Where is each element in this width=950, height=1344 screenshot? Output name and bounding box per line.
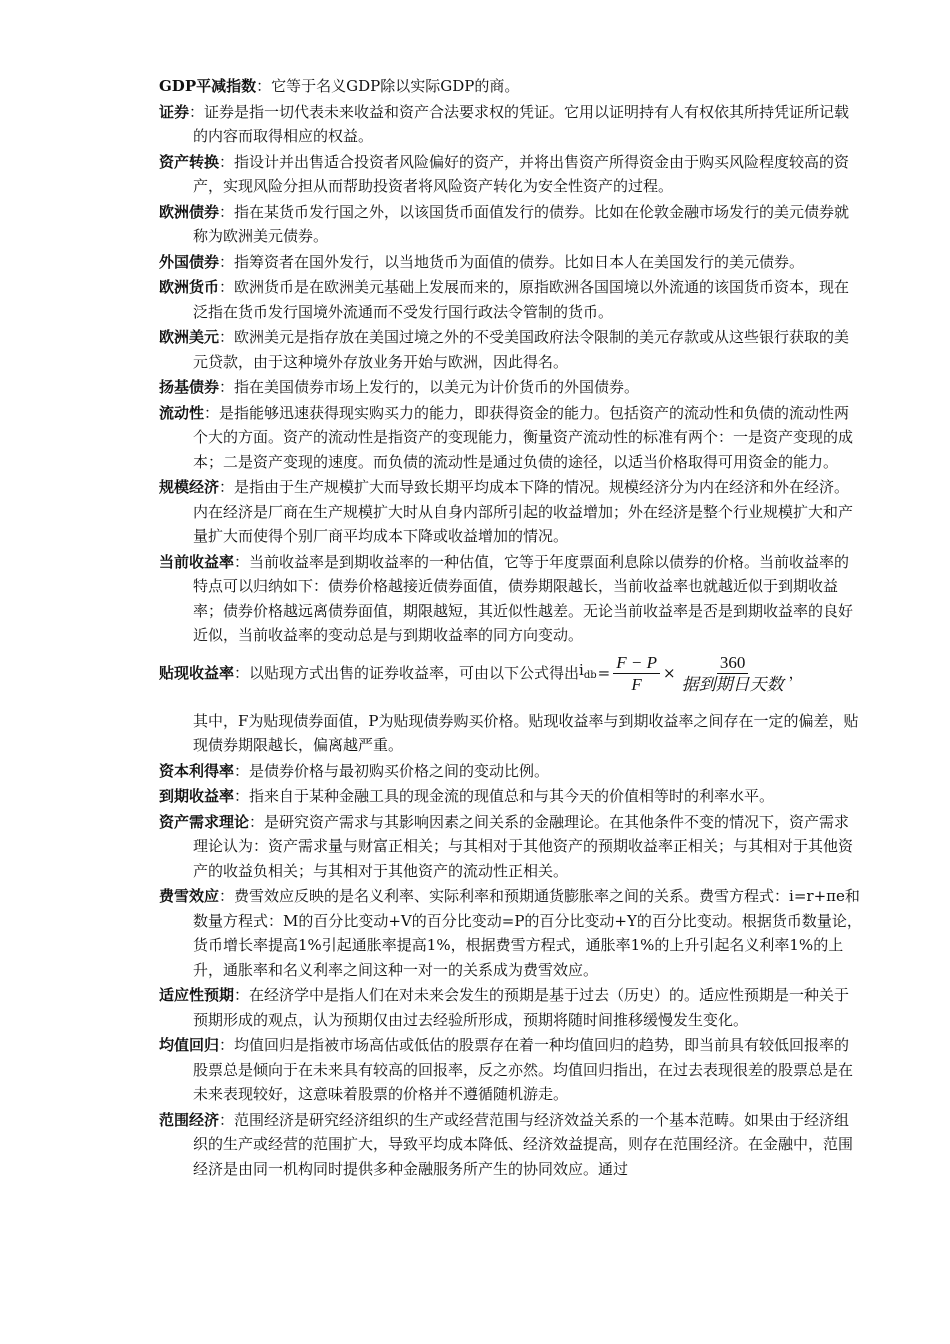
formula-tail: ， xyxy=(788,664,804,683)
entry-term: 资本利得率 xyxy=(159,761,235,780)
glossary-entry xyxy=(159,250,864,275)
entry-definition: 指筹资者在国外发行，以当地货币为面值的债券。比如日本人在美国发行的美元债券。 xyxy=(234,252,805,271)
glossary-entry xyxy=(159,550,864,648)
fraction-denominator: 据到期日天数 xyxy=(681,675,784,694)
entry-definition: 指在美国债券市场上发行的，以美元为计价货币的外国债券。 xyxy=(234,378,640,396)
glossary-entry xyxy=(159,810,864,884)
glossary-entry xyxy=(159,325,864,374)
fraction-numerator: F − P xyxy=(613,652,660,674)
entry-definition: 欧洲货币是在欧洲美元基础上发展而来的，原指欧洲各国国境以外流通的该国货币资本，现在泛指在货币发行国境外流通而不受发行国行政法令管制的货币。 xyxy=(193,278,850,321)
glossary-entry xyxy=(159,784,864,809)
glossary-entry xyxy=(159,150,864,199)
entry-separator: ： xyxy=(234,787,250,805)
entry-separator: ： xyxy=(256,77,272,95)
glossary-entry-discount-yield xyxy=(159,649,864,699)
entry-definition: 当前收益率是到期收益率的一种估值，它等于年度票面利息除以债券的价格。当前收益率的特点可以归纳如下：债券价格越接近债券面值，债券期限越长，当前收益率也就越近似于到期收益率；债券价格越远离债券面值，期限越短，其近似性越差。无论当前收益率是否是到期收益率的良好近似，当前收益率的变动总是与到期收益率的同方向变动。 xyxy=(193,552,854,644)
entry-definition: 在经济学中是指人们在对未来会发生的预期是基于过去（历史）的。适应性预期是一种关于预期形成的观点，认为预期仅由过去经验所形成，预期将随时间推移缓慢发生变化。 xyxy=(193,986,850,1029)
entry-term: 证券 xyxy=(159,102,190,121)
entry-term: 到期收益率 xyxy=(159,787,235,805)
formula-equals: = xyxy=(597,664,611,683)
entry-term: 外国债券 xyxy=(159,252,220,271)
glossary-entry xyxy=(159,884,864,982)
entry-definition: 证券是指一切代表未来收益和资产合法要求权的凭证。它用以证明持有人有权依其所持凭证所记载的内容而取得相应的权益。 xyxy=(193,102,850,145)
glossary-entry xyxy=(159,983,864,1032)
entry-separator: ： xyxy=(219,1036,235,1054)
formula-times: × xyxy=(663,664,676,683)
entry-separator: ： xyxy=(204,403,220,422)
glossary-body xyxy=(159,74,864,1182)
entry-separator: ： xyxy=(189,102,205,121)
entry-term: 欧洲债券 xyxy=(159,202,220,221)
glossary-entry xyxy=(159,275,864,324)
entry-term: 欧洲美元 xyxy=(159,328,220,346)
entry-term: 均值回归 xyxy=(159,1036,220,1054)
entry-term: GDP平减指数 xyxy=(159,77,257,95)
entry-separator: ： xyxy=(234,664,250,683)
entry-definition: 它等于名义GDP除以实际GDP的商。 xyxy=(271,77,520,95)
entry-definition: 均值回归是指被市场高估或低估的股票存在着一种均值回归的趋势，即当前具有较低回报率的股票总是倾向于在未来具有较高的回报率，反之亦然。均值回归指出，在过去表现很差的股票总是在未来表现较好，这意味着股票的价格并不遵循随机游走。 xyxy=(193,1036,854,1103)
entry-term: 适应性预期 xyxy=(159,986,235,1004)
entry-definition: 指在某货币发行国之外，以该国货币面值发行的债券。比如在伦敦金融市场发行的美元债券就称为欧洲美元债券。 xyxy=(193,202,850,245)
formula-subscript: db xyxy=(583,670,597,682)
entry-term: 当前收益率 xyxy=(159,552,235,571)
entry-term: 规模经济 xyxy=(159,478,220,496)
entry-term: 欧洲货币 xyxy=(159,278,220,296)
entry-definition: 以贴现方式出售的证券收益率，可由以下公式得出 xyxy=(249,664,580,683)
glossary-group-b xyxy=(159,759,864,1182)
glossary-entry xyxy=(159,74,864,99)
entry-separator: ： xyxy=(249,812,265,831)
glossary-entry xyxy=(159,200,864,249)
glossary-entry xyxy=(159,1108,864,1182)
glossary-entry xyxy=(159,1033,864,1107)
entry-separator: ： xyxy=(219,887,235,905)
entry-definition: 指设计并出售适合投资者风险偏好的资产，并将出售资产所得资金由于购买风险程度较高的资产，实现风险分担从而帮助投资者将风险资产转化为安全性资产的过程。 xyxy=(193,152,850,195)
formula-variable: $i_{db}$ xyxy=(579,661,597,682)
glossary-entry xyxy=(159,100,864,149)
entry-definition: 是研究资产需求与其影响因素之间关系的金融理论。在其他条件不变的情况下，资产需求理论认为：资产需求量与财富正相关；与其相对于其他资产的预期收益率正相关；与其相对于其他资产的收益负相关；与其相对于其他资产的流动性正相关。 xyxy=(193,812,854,880)
glossary-entry xyxy=(159,475,864,549)
fraction-numerator: 360 xyxy=(717,652,749,674)
entry-term: 范围经济 xyxy=(159,1110,220,1129)
entry-definition: 是指能够迅速获得现实购买力的能力，即获得资金的能力。包括资产的流动性和负债的流动性两个大的方面。资产的流动性是指资产的变现能力，衡量资产流动性的标准有两个：一是资产变现的成本；二是资产变现的速度。而负债的流动性是通过负债的途径，以适当价格取得可用资金的能力。 xyxy=(193,403,854,471)
entry-definition: 费雪效应反映的是名义利率、实际利率和预期通货膨胀率之间的关系。费雪方程式：i=r+πe和数量方程式：M的百分比变动+V的百分比变动=P的百分比变动+Y的百分比变动。根据货币数量论，货币增长率提高1%引起通胀率提高1%，根据费雪方程式，通胀率1%的上升引起名义利率1%的上升，通胀率和名义利率之间这种一对一的关系成为费雪效应。 xyxy=(193,887,862,979)
entry-definition: 是指由于生产规模扩大而导致长期平均成本下降的情况。规模经济分为内在经济和外在经济。内在经济是厂商在生产规模扩大时从自身内部所引起的收益增加；外在经济是整个行业规模扩大和产量扩大而使得个别厂商平均成本下降或收益增加的情况。 xyxy=(193,478,854,545)
entry-separator: ： xyxy=(219,152,235,171)
formula-explanation: 其中，F为贴现债券面值，P为贴现债券购买价格。贴现收益率与到期收益率之间存在一定的偏差，贴现债券期限越长，偏离越严重。 xyxy=(193,711,859,754)
entry-definition: 指来自于某种金融工具的现金流的现值总和与其今天的价值相等时的利率水平。 xyxy=(249,787,775,805)
entry-separator: ： xyxy=(219,478,235,496)
entry-term: 流动性 xyxy=(159,403,205,422)
entry-separator: ： xyxy=(219,252,235,271)
entry-separator: ： xyxy=(219,328,235,346)
entry-separator: ： xyxy=(219,202,235,221)
entry-separator: ： xyxy=(234,552,250,571)
entry-separator: ： xyxy=(234,761,250,780)
entry-separator: ： xyxy=(219,378,235,396)
formula-fraction-price xyxy=(613,652,660,695)
entry-term: 费雪效应 xyxy=(159,887,220,905)
entry-term: 资产需求理论 xyxy=(159,812,250,831)
glossary-entry xyxy=(159,375,864,400)
entry-definition: 欧洲美元是指存放在美国过境之外的不受美国政府法令限制的美元存款或从这些银行获取的美元贷款，由于这种境外存放业务开始与欧洲，因此得名。 xyxy=(193,328,850,371)
fraction-denominator: F xyxy=(631,675,642,694)
entry-term: 贴现收益率 xyxy=(159,664,235,683)
formula-fraction-days xyxy=(679,652,787,695)
entry-separator: ： xyxy=(219,278,235,296)
entry-separator: ： xyxy=(219,1110,235,1129)
entry-separator: ： xyxy=(234,986,250,1004)
glossary-entry xyxy=(159,401,864,475)
glossary-entry xyxy=(159,759,864,784)
entry-definition: 范围经济是研究经济组织的生产或经营范围与经济效益关系的一个基本范畴。如果由于经济组织的生产或经营的范围扩大，导致平均成本降低、经济效益提高，则存在范围经济。在金融中，范围经济是由同一机构同时提供多种金融服务所产生的协同效应。通过 xyxy=(193,1110,854,1178)
entry-term: 资产转换 xyxy=(159,152,220,171)
glossary-group-a xyxy=(159,74,864,648)
entry-definition: 是债券价格与最初购买价格之间的变动比例。 xyxy=(249,761,550,780)
entry-term: 扬基债券 xyxy=(159,378,220,396)
